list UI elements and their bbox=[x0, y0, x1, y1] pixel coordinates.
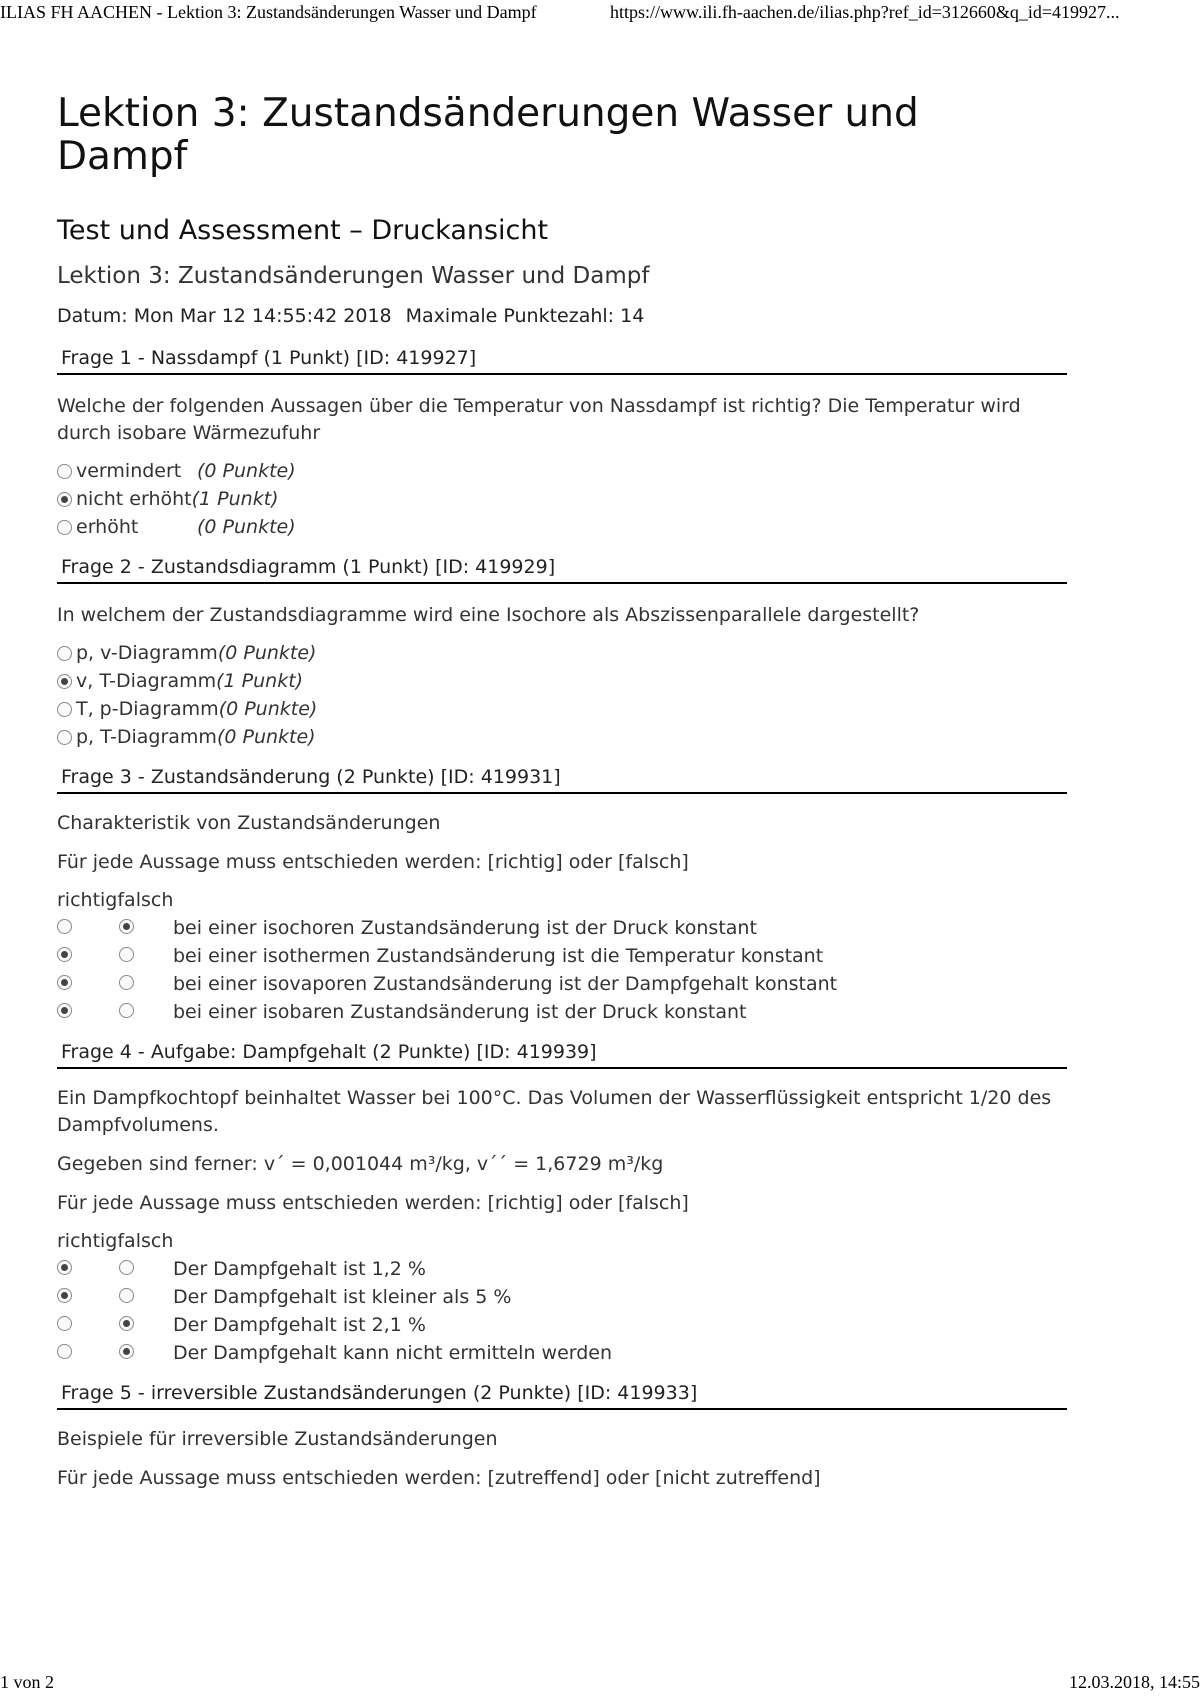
option-label: vermindert bbox=[76, 460, 182, 482]
radio-richtig-selected[interactable] bbox=[57, 1260, 72, 1275]
question-text: Welche der folgenden Aussagen über die Temperatur von Nassdampf ist richtig? Die Temperatur wird durch isobare Wärmezufuhr bbox=[57, 395, 1021, 444]
statement-text: Der Dampfgehalt ist 1,2 % bbox=[173, 1258, 426, 1280]
print-header bbox=[0, 0, 1200, 30]
answer-matrix bbox=[57, 914, 1067, 1026]
matrix-row bbox=[57, 1283, 1067, 1311]
question-text: Beispiele für irreversible Zustandsänderungen bbox=[57, 1428, 498, 1450]
answer-matrix bbox=[57, 1255, 1067, 1367]
answer-option[interactable] bbox=[57, 695, 1067, 723]
answer-option[interactable] bbox=[57, 639, 1067, 667]
question-instruction: Für jede Aussage muss entschieden werden: [zutreffend] oder [nicht zutreffend] bbox=[57, 1467, 821, 1489]
page-title: Lektion 3: Zustandsänderungen Wasser und Dampf bbox=[57, 91, 919, 179]
print-view-content bbox=[57, 92, 1067, 1492]
option-points: (1 Punkt) bbox=[191, 488, 279, 510]
radio-richtig-selected[interactable] bbox=[57, 1003, 72, 1018]
matrix-row bbox=[57, 998, 1067, 1026]
question-text: Ein Dampfkochtopf beinhaltet Wasser bei 100°C. Das Volumen der Wasserflüssigkeit entspricht 1/20 des Dampfvolumens. bbox=[57, 1087, 1052, 1136]
radio-button[interactable] bbox=[57, 646, 72, 661]
matrix-row bbox=[57, 1311, 1067, 1339]
print-datetime: 12.03.2018, 14:55 bbox=[1068, 1672, 1200, 1692]
question-5 bbox=[57, 1381, 1067, 1492]
answer-options bbox=[57, 457, 1067, 541]
matrix-row bbox=[57, 970, 1067, 998]
statement-text: bei einer isobaren Zustandsänderung ist der Druck konstant bbox=[173, 1001, 747, 1023]
radio-falsch[interactable] bbox=[119, 1003, 134, 1018]
answer-option[interactable] bbox=[57, 723, 1067, 751]
question-2 bbox=[57, 555, 1067, 751]
matrix-row bbox=[57, 1255, 1067, 1283]
radio-falsch-selected[interactable] bbox=[119, 1344, 134, 1359]
question-header: Frage 1 - Nassdampf (1 Punkt) [ID: 419927] bbox=[57, 346, 1067, 375]
question-text: In welchem der Zustandsdiagramme wird eine Isochore als Abszissenparallele dargestellt? bbox=[57, 604, 920, 626]
print-header-title: ILIAS FH AACHEN - Lektion 3: Zustandsänderungen Wasser und Dampf bbox=[0, 2, 537, 22]
page-number: 1 von 2 bbox=[0, 1672, 54, 1692]
radio-button[interactable] bbox=[57, 702, 72, 717]
statement-text: Der Dampfgehalt kann nicht ermitteln werden bbox=[173, 1342, 613, 1364]
radio-button-selected[interactable] bbox=[57, 674, 72, 689]
option-points: (0 Punkte) bbox=[197, 460, 296, 482]
statement-text: Der Dampfgehalt ist kleiner als 5 % bbox=[173, 1286, 512, 1308]
option-label: p, v-Diagramm bbox=[76, 642, 218, 664]
statement-text: bei einer isothermen Zustandsänderung ist die Temperatur konstant bbox=[173, 945, 824, 967]
radio-falsch-selected[interactable] bbox=[119, 919, 134, 934]
question-header: Frage 2 - Zustandsdiagramm (1 Punkt) [ID: 419929] bbox=[57, 555, 1067, 584]
page-subtitle: Test und Assessment – Druckansicht bbox=[57, 215, 549, 246]
print-header-url[interactable]: https://www.ili.fh-aachen.de/ilias.php?ref_id=312660&q_id=419927... bbox=[610, 2, 1120, 22]
option-points: (1 Punkt) bbox=[216, 670, 304, 692]
question-given: Gegeben sind ferner: v´ = 0,001044 m³/kg, v´´ = 1,6729 m³/kg bbox=[57, 1153, 664, 1175]
answer-option[interactable] bbox=[57, 457, 1067, 485]
answer-option[interactable] bbox=[57, 485, 1067, 513]
radio-falsch[interactable] bbox=[119, 947, 134, 962]
question-header: Frage 3 - Zustandsänderung (2 Punkte) [ID: 419931] bbox=[57, 765, 1067, 794]
option-label: T, p-Diagramm bbox=[76, 698, 219, 720]
matrix-header: richtigfalsch bbox=[57, 1230, 174, 1252]
radio-richtig[interactable] bbox=[57, 1316, 72, 1331]
matrix-header: richtigfalsch bbox=[57, 889, 174, 911]
radio-falsch-selected[interactable] bbox=[119, 1316, 134, 1331]
radio-button[interactable] bbox=[57, 464, 72, 479]
test-meta bbox=[57, 304, 1067, 328]
radio-richtig[interactable] bbox=[57, 1344, 72, 1359]
option-label: erhöht bbox=[76, 516, 139, 538]
answer-option[interactable] bbox=[57, 513, 1067, 541]
question-text: Charakteristik von Zustandsänderungen bbox=[57, 812, 441, 834]
test-date: Datum: Mon Mar 12 14:55:42 2018 bbox=[57, 305, 392, 327]
option-points: (0 Punkte) bbox=[218, 698, 318, 720]
option-label: p, T-Diagramm bbox=[76, 726, 217, 748]
radio-falsch[interactable] bbox=[119, 975, 134, 990]
test-max-points: Maximale Punktezahl: 14 bbox=[405, 305, 645, 327]
question-header: Frage 5 - irreversible Zustandsänderungen (2 Punkte) [ID: 419933] bbox=[57, 1381, 1067, 1410]
statement-text: Der Dampfgehalt ist 2,1 % bbox=[173, 1314, 426, 1336]
radio-falsch[interactable] bbox=[119, 1288, 134, 1303]
matrix-row bbox=[57, 942, 1067, 970]
question-instruction: Für jede Aussage muss entschieden werden: [richtig] oder [falsch] bbox=[57, 851, 689, 873]
statement-text: bei einer isovaporen Zustandsänderung ist der Dampfgehalt konstant bbox=[173, 973, 838, 995]
radio-richtig-selected[interactable] bbox=[57, 975, 72, 990]
radio-button[interactable] bbox=[57, 730, 72, 745]
radio-button-selected[interactable] bbox=[57, 492, 72, 507]
matrix-row bbox=[57, 914, 1067, 942]
radio-richtig-selected[interactable] bbox=[57, 947, 72, 962]
option-label: nicht erhöht bbox=[76, 488, 192, 510]
question-4 bbox=[57, 1040, 1067, 1367]
matrix-row bbox=[57, 1339, 1067, 1367]
statement-text: bei einer isochoren Zustandsänderung ist der Druck konstant bbox=[173, 917, 757, 939]
test-name: Lektion 3: Zustandsänderungen Wasser und Dampf bbox=[57, 263, 650, 289]
question-header: Frage 4 - Aufgabe: Dampfgehalt (2 Punkte) [ID: 419939] bbox=[57, 1040, 1067, 1069]
option-points: (0 Punkte) bbox=[217, 642, 317, 664]
option-points: (0 Punkte) bbox=[197, 516, 296, 538]
question-instruction: Für jede Aussage muss entschieden werden: [richtig] oder [falsch] bbox=[57, 1192, 689, 1214]
print-footer bbox=[0, 1672, 1200, 1698]
radio-richtig[interactable] bbox=[57, 919, 72, 934]
radio-button[interactable] bbox=[57, 520, 72, 535]
question-1 bbox=[57, 346, 1067, 541]
radio-richtig-selected[interactable] bbox=[57, 1288, 72, 1303]
answer-options bbox=[57, 639, 1067, 751]
answer-option[interactable] bbox=[57, 667, 1067, 695]
question-3 bbox=[57, 765, 1067, 1026]
option-label: v, T-Diagramm bbox=[76, 670, 217, 692]
radio-falsch[interactable] bbox=[119, 1260, 134, 1275]
option-points: (0 Punkte) bbox=[216, 726, 316, 748]
